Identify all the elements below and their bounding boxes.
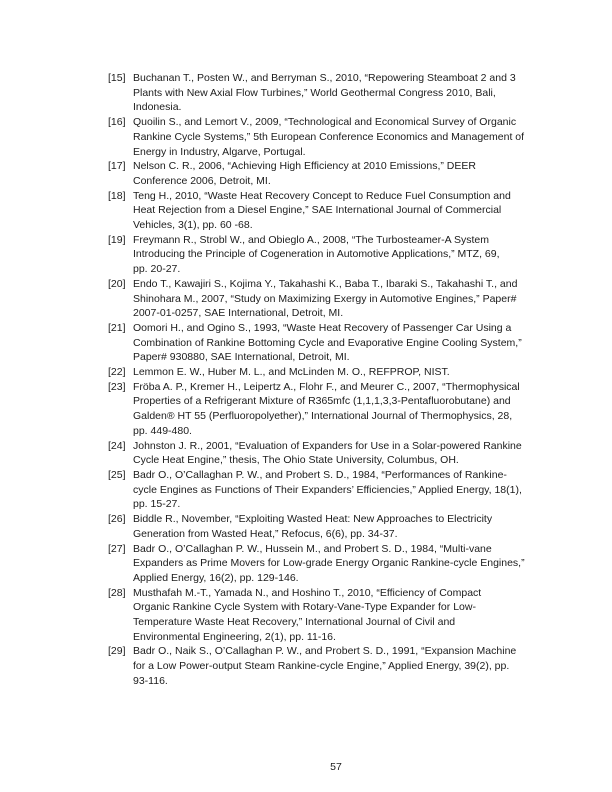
reference-line: Applied Energy, 16(2), pp. 129-146.	[133, 571, 299, 584]
reference-line: Shinohara M., 2007, “Study on Maximizing Exergy in Automotive Engines,” Paper#	[133, 292, 517, 305]
reference-item	[108, 115, 558, 159]
reference-text	[133, 159, 558, 188]
reference-line: Expanders as Prime Movers for Low-grade Energy Organic Rankine-cycle Engines,”	[133, 557, 525, 570]
reference-line: Biddle R., November, “Exploiting Wasted Heat: New Approaches to Electricity	[133, 513, 493, 526]
reference-line: 2007-01-0257, SAE International, Detroit, MI.	[133, 307, 344, 320]
reference-text	[133, 233, 558, 277]
reference-item	[108, 380, 558, 439]
reference-line: Properties of a Refrigerant Mixture of R365mfc (1,1,1,3,3-Pentafluorobutane) and	[133, 395, 511, 408]
reference-number: [26]	[108, 513, 126, 526]
reference-line: Energy in Industry, Algarve, Portugal.	[133, 145, 306, 158]
reference-item	[108, 321, 558, 365]
reference-number: [19]	[108, 233, 126, 246]
reference-item	[108, 542, 558, 586]
reference-line: Musthafah M.-T., Yamada N., and Hoshino T., 2010, “Efficiency of Compact	[133, 586, 482, 599]
reference-item	[108, 365, 558, 380]
references-list	[108, 71, 558, 689]
reference-text	[133, 468, 558, 512]
page-number: 57	[330, 761, 342, 773]
reference-line: Nelson C. R., 2006, “Achieving High Efficiency at 2010 Emissions,” DEER	[133, 160, 476, 173]
reference-number: [21]	[108, 321, 126, 334]
reference-number: [29]	[108, 645, 126, 658]
reference-text	[133, 71, 558, 115]
reference-line: for a Low Power-output Steam Rankine-cycle Engine,” Applied Energy, 39(2), pp.	[133, 660, 510, 673]
reference-number: [23]	[108, 380, 126, 393]
reference-text	[133, 321, 558, 365]
reference-line: Badr O., Naik S., O’Callaghan P. W., and Probert S. D., 1991, “Expansion Machine	[133, 645, 517, 658]
reference-line: Organic Rankine Cycle System with Rotary-Vane-Type Expander for Low-	[133, 601, 476, 614]
reference-line: Generation from Wasted Heat,” Refocus, 6(6), pp. 34-37.	[133, 527, 398, 540]
reference-item	[108, 189, 558, 233]
reference-line: Badr O., O’Callaghan P. W., and Probert S. D., 1984, “Performances of Rankine-	[133, 468, 507, 481]
reference-text	[133, 189, 558, 233]
reference-item	[108, 277, 558, 321]
reference-line: Galden® HT 55 (Perfluoropolyether),” International Journal of Thermophysics, 28,	[133, 410, 513, 423]
reference-number: [16]	[108, 116, 126, 129]
reference-line: Combination of Rankine Bottoming Cycle and Evaporative Engine Cooling System,”	[133, 336, 522, 349]
reference-line: Oomori H., and Ogino S., 1993, “Waste Heat Recovery of Passenger Car Using a	[133, 321, 512, 334]
reference-number: [28]	[108, 586, 126, 599]
reference-line: Freymann R., Strobl W., and Obieglo A., 2008, “The Turbosteamer-A System	[133, 233, 489, 246]
reference-line: Temperature Waste Heat Recovery,” International Journal of Civil and	[133, 616, 456, 629]
reference-item	[108, 586, 558, 645]
reference-number: [18]	[108, 189, 126, 202]
reference-line: Indonesia.	[133, 101, 182, 114]
reference-text	[133, 542, 558, 586]
reference-item	[108, 512, 558, 541]
reference-number: [17]	[108, 160, 126, 173]
reference-number: [22]	[108, 366, 126, 379]
reference-line: 93-116.	[133, 674, 168, 687]
reference-number: [24]	[108, 439, 126, 452]
reference-text	[133, 380, 558, 439]
reference-line: Johnston J. R., 2001, “Evaluation of Expanders for Use in a Solar-powered Rankine	[133, 439, 522, 452]
reference-text	[133, 586, 558, 645]
reference-item	[108, 468, 558, 512]
reference-line: Badr O., O’Callaghan P. W., Hussein M., and Probert S. D., 1984, “Multi-vane	[133, 542, 492, 555]
reference-text	[133, 512, 558, 541]
reference-number: [15]	[108, 72, 126, 84]
reference-line: Teng H., 2010, “Waste Heat Recovery Concept to Reduce Fuel Consumption and	[133, 189, 511, 202]
reference-number: [20]	[108, 277, 126, 290]
reference-text	[133, 365, 558, 380]
reference-text	[133, 439, 558, 468]
reference-item	[108, 439, 558, 468]
reference-text	[133, 644, 558, 688]
reference-line: Heat Rejection from a Diesel Engine,” SAE International Journal of Commercial	[133, 204, 502, 217]
reference-line: Conference 2006, Detroit, MI.	[133, 174, 271, 187]
reference-line: Rankine Cycle Systems,” 5th European Conference Economics and Management of	[133, 130, 525, 143]
reference-line: Plants with New Axial Flow Turbines,” World Geothermal Congress 2010, Bali,	[133, 86, 496, 99]
reference-text	[133, 277, 558, 321]
reference-item	[108, 159, 558, 188]
reference-number: [25]	[108, 468, 126, 481]
reference-line: Introducing the Principle of Cogeneration in Automotive Applications,” MTZ, 69,	[133, 248, 500, 261]
reference-line: Paper# 930880, SAE International, Detroit, MI.	[133, 351, 350, 364]
reference-line: cycle Engines as Functions of Their Expanders’ Efficiencies,” Applied Energy, 18(1),	[133, 483, 522, 496]
reference-line: Endo T., Kawajiri S., Kojima Y., Takahashi K., Baba T., Ibaraki S., Takahashi T., and	[133, 277, 518, 290]
reference-line: Cycle Heat Engine,” thesis, The Ohio State University, Columbus, OH.	[133, 454, 459, 467]
reference-line: Quoilin S., and Lemort V., 2009, “Technological and Economical Survey of Organic	[133, 116, 517, 129]
reference-line: Fröba A. P., Kremer H., Leipertz A., Flohr F., and Meurer C., 2007, “Thermophysical	[133, 380, 520, 393]
reference-line: pp. 20-27.	[133, 263, 181, 276]
reference-item	[108, 233, 558, 277]
reference-item	[108, 644, 558, 688]
reference-line: Buchanan T., Posten W., and Berryman S., 2010, “Repowering Steamboat 2 and 3	[133, 72, 516, 84]
reference-item	[108, 71, 558, 115]
reference-number: [27]	[108, 542, 126, 555]
reference-line: Lemmon E. W., Huber M. L., and McLinden M. O., REFPROP, NIST.	[133, 366, 450, 379]
reference-line: Environmental Engineering, 2(1), pp. 11-16.	[133, 630, 336, 643]
reference-line: Vehicles, 3(1), pp. 60 -68.	[133, 219, 253, 232]
reference-text	[133, 115, 558, 159]
reference-line: pp. 449-480.	[133, 424, 192, 437]
reference-line: pp. 15-27.	[133, 498, 181, 511]
